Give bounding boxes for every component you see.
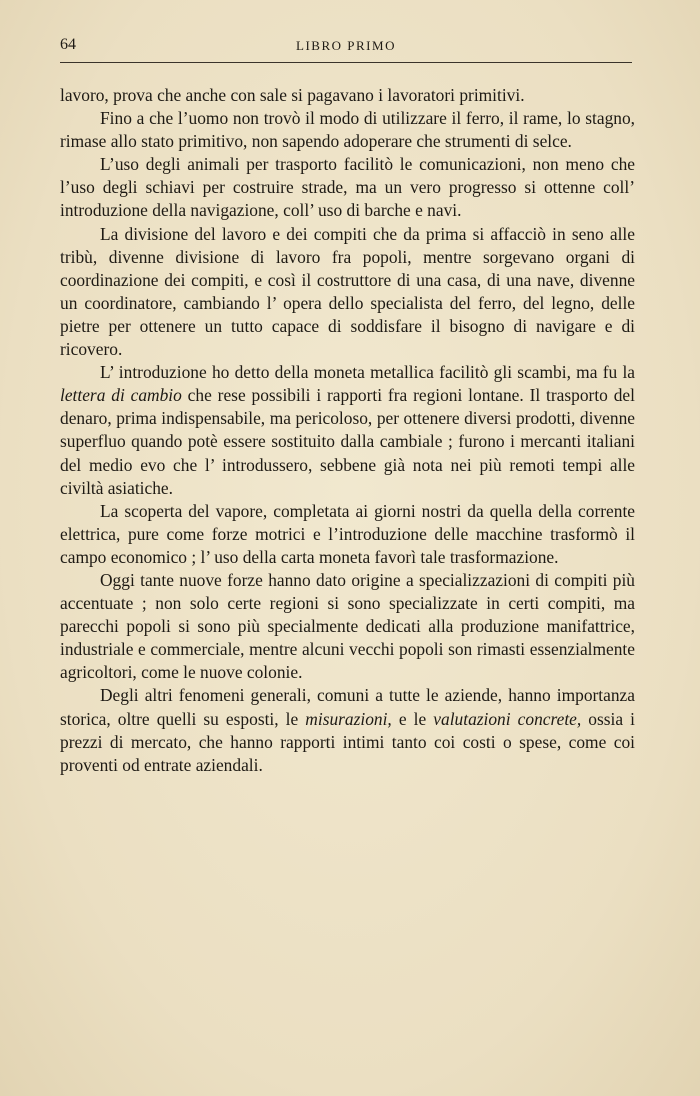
paragraph: lavoro, prova che anche con sale si pagavano i lavoratori primitivi. [60,85,525,105]
paragraph: L’uso degli animali per trasporto facilitò le comunicazioni, non meno che l’uso degli schiavi per costruire strade, ma un vero progresso si ottenne coll’ introduzione della navigazione, coll’ uso di barche e navi. [60,154,635,221]
paragraph-text: Degli altri fenomeni generali, comuni a tutte le aziende, hanno importanza storica, oltre quelli su esposti, le [60,685,635,729]
paragraph [60,361,635,500]
paragraph: La divisione del lavoro e dei compiti che da prima si affacciò in seno alle tribù, divenne divisione di lavoro fra popoli, mentre sorgevano organi di coordinazione dei compiti, e così il costruttore di una casa, di una nave, divenne un coordinatore, cambiando l’ opera dello specialista del ferro, del legno, delle pietre per ottenere un tutto capace di soddisfare il bisogno di navigare e di ricovero. [60,223,635,360]
header-rule [60,62,632,63]
italic-term: valutazioni concrete, [433,708,582,729]
paragraph-text: e le [391,708,434,729]
paragraph-text: che rese possibili i rapporti fra regioni lontane. Il trasporto del denaro, prima indispensabile, ma pericoloso, per ottenere diversi prodotti, divenne superfluo quando potè essere sostituito dalla cambiale ; furono i mercanti italiani del medio evo che l’ introdussero, sebbene già nota nei più remoti tempi alle civiltà asiatiche. [60,385,635,498]
running-head: LIBRO PRIMO [296,38,396,53]
paragraph-text: L’ introduzione ho detto della moneta metallica facilitò gli scambi, ma fu la [100,362,635,383]
page-header [60,36,632,58]
body-text [60,84,635,777]
paragraph: Fino a che l’uomo non trovò il modo di utilizzare il ferro, il rame, lo stagno, rimase allo stato primitivo, non sapendo adoperare che strumenti di selce. [60,108,635,152]
paragraph: La scoperta del vapore, completata ai giorni nostri da quella della corrente elettrica, pure come forze motrici e l’introduzione delle macchine trasformò il campo economico ; l’ uso della carta moneta favorì tale trasformazione. [60,500,635,567]
paragraph-text: ossia i prezzi di mercato, che hanno rapporti intimi tanto coi costi o spese, come coi proventi od entrate aziendali. [60,708,635,775]
italic-term: lettera di cambio [60,385,182,406]
italic-term: misurazioni, [305,708,392,729]
page-number: 64 [60,36,76,53]
paragraph: Oggi tante nuove forze hanno dato origine a specializzazioni di compiti più accentuate ; non solo certe regioni si sono specializzate in certi compiti, ma parecchi popoli si sono più specialmente dedicati alla produzione manifattrice, industriale e commerciale, mentre alcuni vecchi popoli son rimasti essenzialmente agricoltori, come le nuove colonie. [60,569,635,683]
paragraph [60,684,635,776]
